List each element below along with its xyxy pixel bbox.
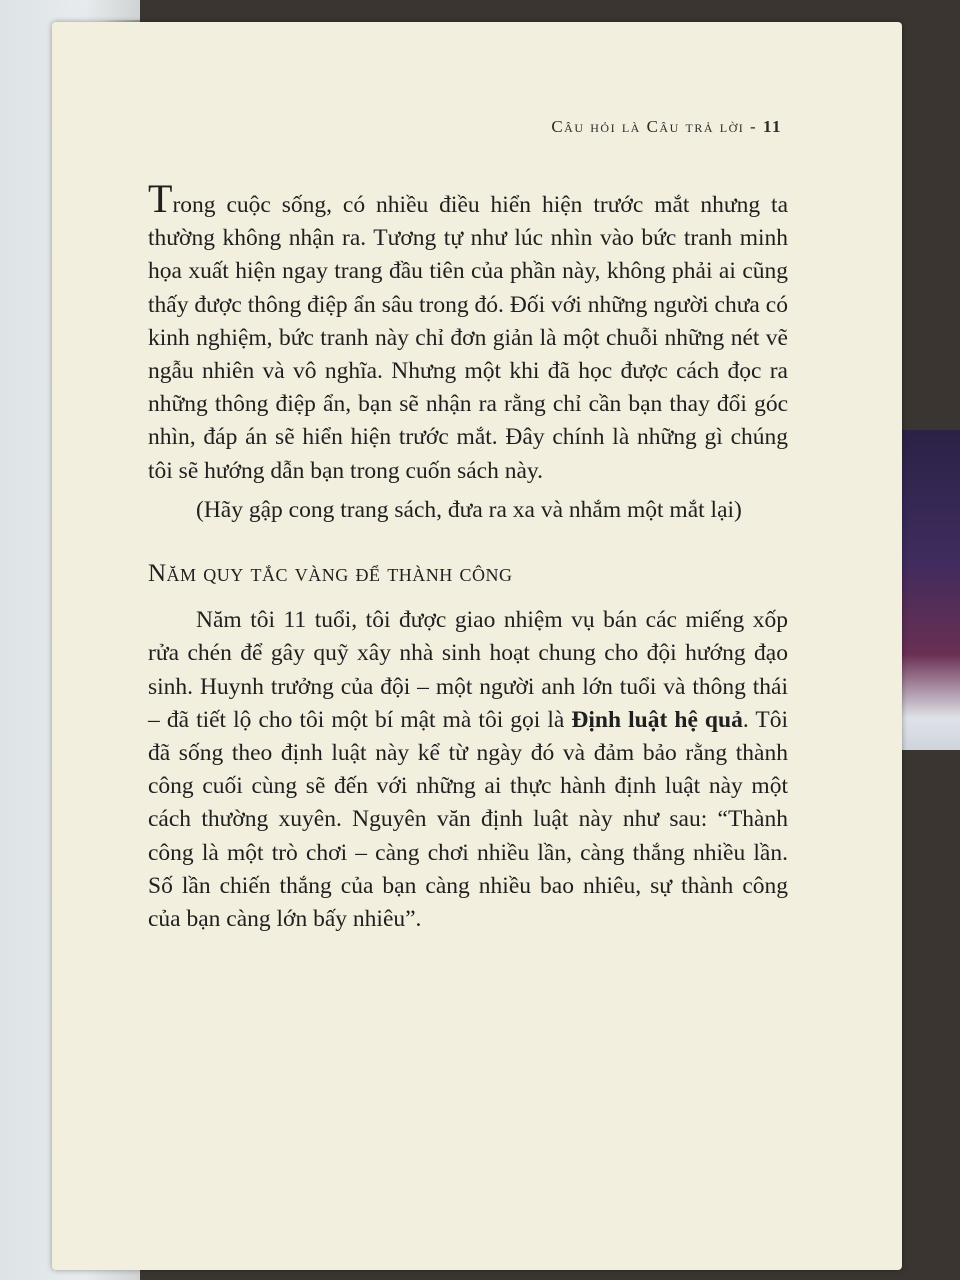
- body-text: [148, 176, 788, 936]
- header-separator: -: [750, 117, 758, 136]
- paragraph-instruction: (Hãy gập cong trang sách, đưa ra xa và nhắm một mắt lại): [196, 496, 742, 523]
- story-text-before: Năm tôi 11 tuổi, tôi được giao nhiệm vụ bán các miếng xốp rửa chén để gây quỹ xây nhà sinh hoạt chung cho đội hướng đạo sinh. Huynh trưởng của đội – một người anh lớn tuổi và thông thái – đã tiết lộ cho tôi một bí mật mà tôi gọi là: [148, 607, 788, 733]
- running-header: [551, 117, 782, 137]
- dropcap-letter: T: [148, 176, 173, 221]
- running-title: Câu hỏi là Câu trả lời: [551, 117, 745, 136]
- story-text-after: . Tôi đã sống theo định luật này kể từ ngày đó và đảm bảo rằng thành công cuối cùng sẽ đến với những ai thực hành định luật này một cách thường xuyên. Nguyên văn định luật này như sau: “Thành công là một trò chơi – càng chơi nhiều lần, càng thắng nhiều lần. Số lần chiến thắng của bạn càng nhiều bao nhiêu, sự thành công của bạn càng lớn bấy nhiêu”.: [148, 706, 788, 933]
- paragraph-intro: [148, 176, 788, 488]
- paragraph-intro-text: rong cuộc sống, có nhiều điều hiển hiện trước mắt nhưng ta thường không nhận ra. Tương tự như lúc nhìn vào bức tranh minh họa xuất hiện ngay trang đầu tiên của phần này, không phải ai cũng thấy được thông điệp ẩn sâu trong đó. Đối với những người chưa có kinh nghiệm, bức tranh này chỉ đơn giản là một chuỗi những nét vẽ ngẫu nhiên và vô nghĩa. Nhưng một khi đã học được cách đọc ra những thông điệp ẩn, bạn sẽ nhận ra rằng chỉ cần bạn thay đổi góc nhìn, đáp án sẽ hiển hiện trước mắt. Đây chính là những gì chúng tôi sẽ hướng dẫn bạn trong cuốn sách này.: [148, 192, 788, 484]
- law-name: Định luật hệ quả: [571, 706, 743, 733]
- section-title: Năm quy tắc vàng để thành công: [148, 560, 513, 588]
- page-number: 11: [762, 117, 782, 136]
- paragraph-story: [148, 604, 788, 936]
